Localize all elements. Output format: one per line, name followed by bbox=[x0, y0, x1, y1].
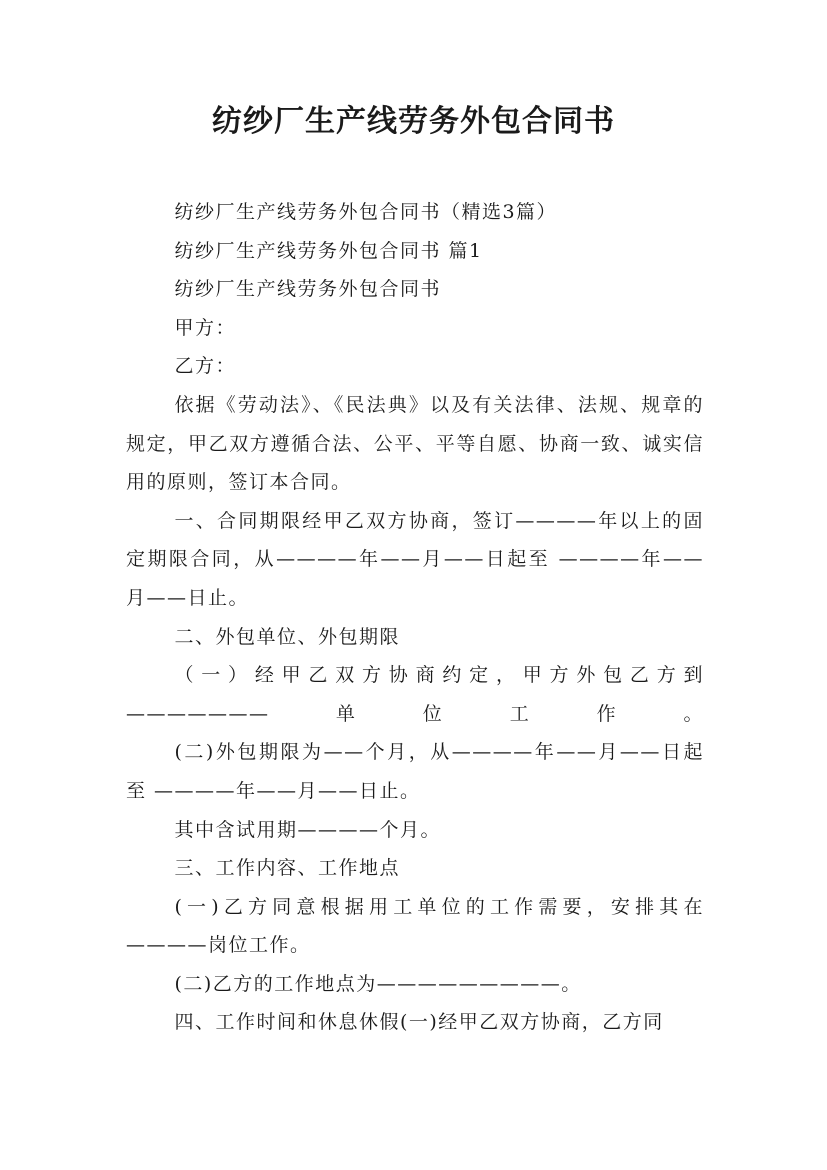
paragraph-legal-basis: 依据《劳动法》、《民法典》以及有关法律、法规、规章的规定，甲乙双方遵循合法、公平、平等自愿、协商一致、诚实信用的原则，签订本合同。 bbox=[126, 393, 704, 494]
paragraph-clause-2-2: (二)外包期限为——个月，从————年——月——日起至 ————年——月——日止。 bbox=[126, 741, 704, 802]
paragraph-clause-2-heading: 二、外包单位、外包期限 bbox=[174, 625, 400, 648]
paragraph-section-heading: 纺纱厂生产线劳务外包合同书 篇1 bbox=[174, 239, 483, 262]
paragraph-clause-3-1: (一)乙方同意根据用工单位的工作需要，安排其在————岗位工作。 bbox=[126, 895, 704, 957]
paragraph-contract-name: 纺纱厂生产线劳务外包合同书 bbox=[174, 278, 441, 301]
paragraph-clause-4-heading: 四、工作时间和休息休假(一)经甲乙双方协商，乙方同 bbox=[174, 1011, 664, 1034]
paragraph-term: 一、合同期限经甲乙双方协商，签订————年以上的固定期限合同，从————年——月——日起至 ————年——月——日止。 bbox=[126, 509, 704, 609]
paragraph-party-b: 乙方： bbox=[174, 355, 236, 378]
document-title: 纺纱厂生产线劳务外包合同书 bbox=[212, 104, 615, 139]
paragraph-subtitle: 纺纱厂生产线劳务外包合同书（精选3篇） bbox=[174, 201, 558, 223]
paragraph-clause-3-heading: 三、工作内容、工作地点 bbox=[174, 857, 400, 880]
paragraph-clause-2-1: （一）经甲乙双方协商约定，甲方外包乙方到———————单位工作。 bbox=[126, 664, 704, 725]
paragraph-party-a: 甲方： bbox=[174, 316, 236, 339]
paragraph-probation: 其中含试用期————个月。 bbox=[174, 818, 441, 841]
paragraph-clause-3-2: (二)乙方的工作地点为—————————。 bbox=[174, 972, 582, 995]
document-body bbox=[126, 193, 704, 1042]
